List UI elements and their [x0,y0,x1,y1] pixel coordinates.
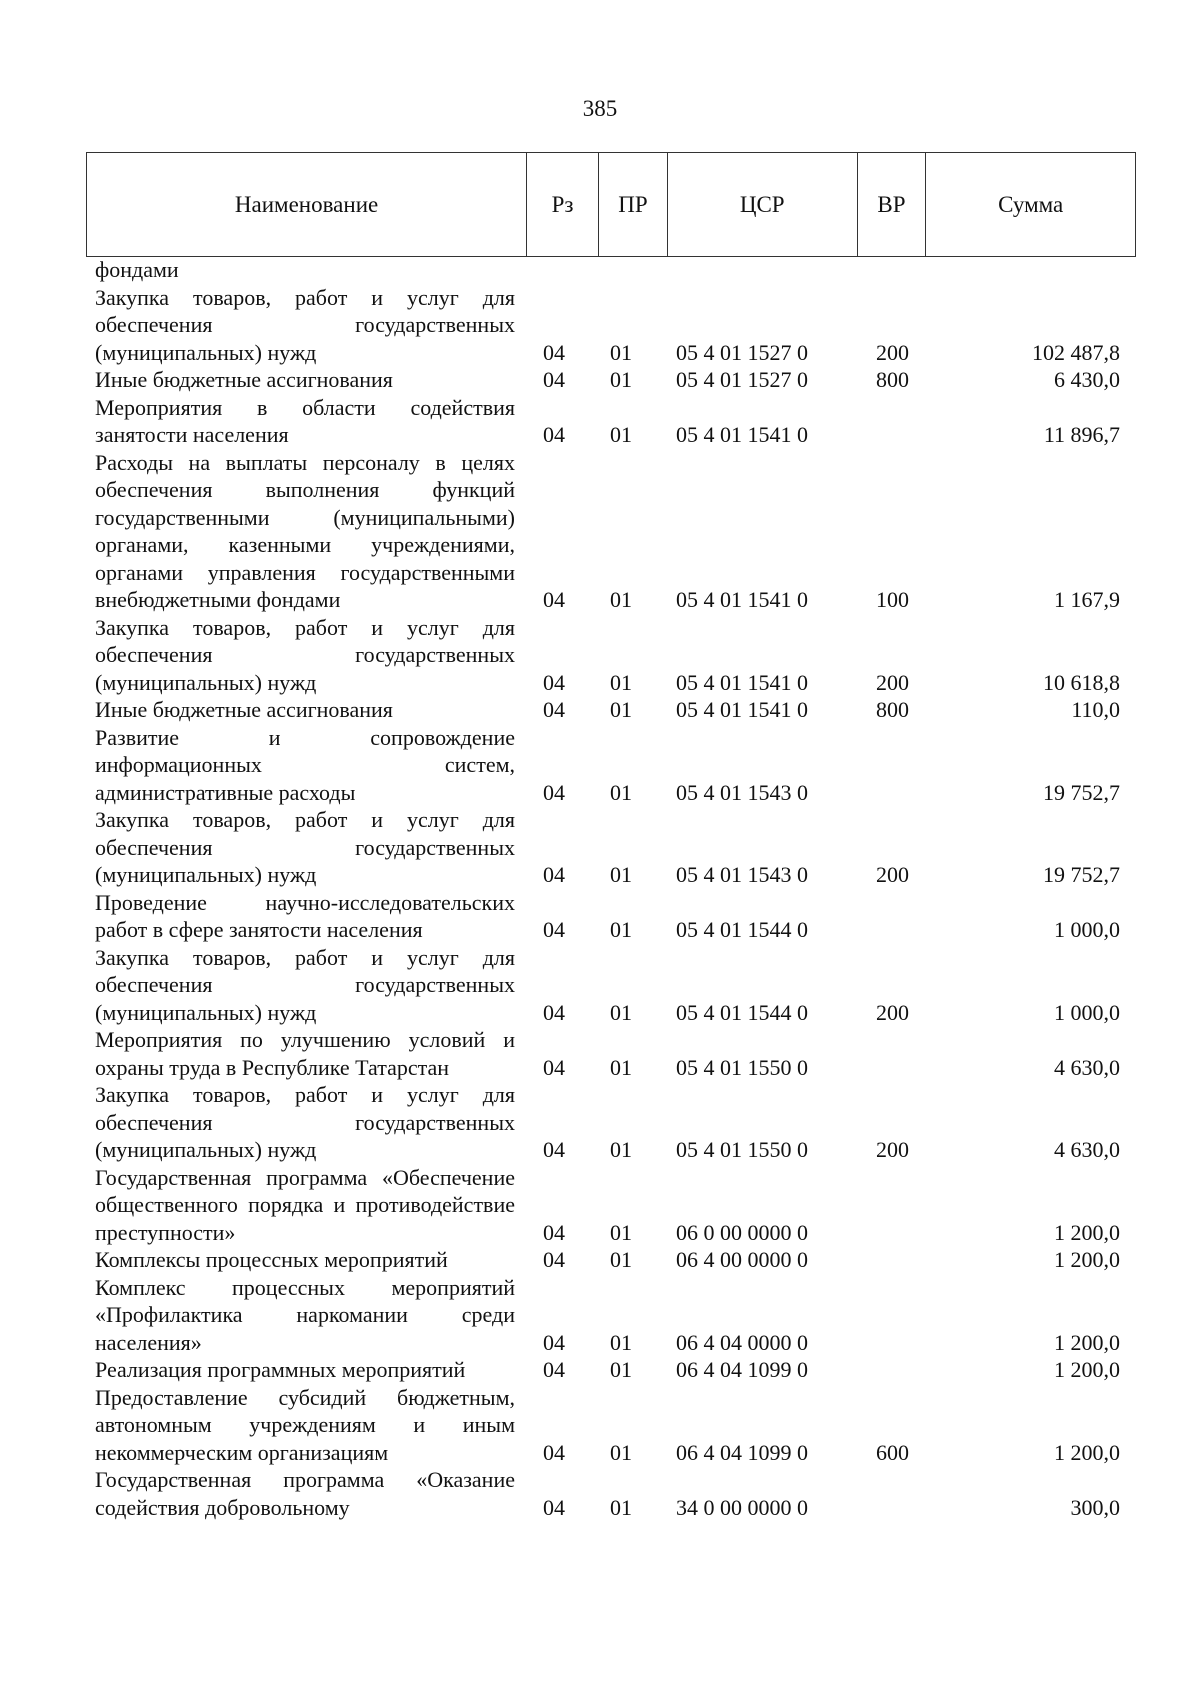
cell-name: Закупка товаров, работ и услуг для обеспечения государственных (муниципальных) нужд [95,944,515,1025]
table-header [86,152,1136,257]
cell-csr: 05 4 01 1541 0 [676,669,808,695]
cell-csr: 05 4 01 1541 0 [676,587,808,612]
cell-csr: 05 4 01 1550 0 [676,1054,808,1080]
cell-rz: 04 [543,779,565,805]
cell-pr: 01 [610,1247,632,1272]
cell-pr: 01 [610,1054,632,1080]
table-row [0,1356,1200,1384]
cell-csr: 05 4 01 1544 0 [676,917,808,942]
cell-rz: 04 [543,1494,565,1520]
table-row [0,394,1200,449]
cell-rz: 04 [543,1219,565,1245]
cell-pr: 01 [610,1137,632,1162]
cell-sum: 300,0 [1070,1494,1120,1520]
cell-name: Закупка товаров, работ и услуг для обеспечения государственных (муниципальных) нужд [95,284,515,365]
cell-pr: 01 [610,1439,632,1465]
cell-name: Развитие и сопровождение информационных систем, административные расходы [95,724,515,805]
cell-csr: 05 4 01 1550 0 [676,1137,808,1162]
cell-rz: 04 [543,1247,565,1272]
header-sum: Сумма [998,191,1064,217]
table-row [0,696,1200,724]
table-body [0,256,1200,1521]
cell-sum: 1 167,9 [1054,587,1120,612]
cell-sum: 110,0 [1071,697,1120,722]
cell-name: Государственная программа «Обеспечение общественного порядка и противодействие преступности» [95,1164,515,1245]
cell-name: Реализация программных мероприятий [95,1357,466,1382]
cell-name: Предоставление субсидий бюджетным, автономным учреждениям и иным некоммерческим организациям [95,1384,515,1465]
cell-sum: 10 618,8 [1043,669,1120,695]
page-number: 385 [582,96,618,121]
table-row [0,1081,1200,1164]
cell-rz: 04 [543,862,565,887]
cell-name: Комплекс процессных мероприятий «Профилактика наркомании среди населения» [95,1274,515,1355]
table-row [0,1246,1200,1274]
header-rz: Рз [527,153,599,256]
cell-pr: 01 [610,587,632,612]
cell-csr: 05 4 01 1543 0 [676,862,808,887]
cell-csr: 05 4 01 1541 0 [676,697,808,722]
cell-name: фондами [95,257,179,282]
cell-name: Закупка товаров, работ и услуг для обеспечения государственных (муниципальных) нужд [95,807,515,887]
table-row [0,449,1200,614]
cell-pr: 01 [610,422,632,447]
cell-name: Государственная программа «Оказание содействия добровольному [95,1467,515,1520]
cell-csr: 05 4 01 1527 0 [676,367,808,392]
cell-rz: 04 [543,422,565,447]
cell-csr: 05 4 01 1527 0 [676,339,808,365]
table-row [0,1384,1200,1467]
cell-rz: 04 [543,697,565,722]
cell-csr: 05 4 01 1544 0 [676,999,808,1025]
cell-pr: 01 [610,367,632,392]
table-row [0,724,1200,807]
cell-pr: 01 [610,1494,632,1520]
cell-sum: 1 200,0 [1054,1247,1120,1272]
cell-vr: 200 [876,999,909,1025]
cell-csr: 06 4 04 1099 0 [676,1439,808,1465]
cell-sum: 1 200,0 [1054,1329,1120,1355]
table-row [0,1274,1200,1357]
cell-rz: 04 [543,999,565,1025]
cell-pr: 01 [610,1219,632,1245]
cell-pr: 01 [610,779,632,805]
cell-sum: 11 896,7 [1043,422,1120,447]
cell-rz: 04 [543,917,565,942]
cell-csr: 06 4 04 1099 0 [676,1357,808,1382]
cell-name: Проведение научно-исследовательских работ в сфере занятости населения [95,889,515,942]
cell-sum: 4 630,0 [1054,1137,1120,1162]
cell-csr: 05 4 01 1543 0 [676,779,808,805]
cell-name: Закупка товаров, работ и услуг для обеспечения государственных (муниципальных) нужд [95,1082,515,1162]
header-csr: ЦСР [668,153,858,256]
table-row [0,806,1200,889]
cell-sum: 19 752,7 [1043,779,1120,805]
cell-name: Иные бюджетные ассигнования [95,697,393,722]
cell-vr: 800 [876,697,909,722]
cell-vr: 800 [876,367,909,392]
cell-name: Мероприятия по улучшению условий и охраны труда в Республике Татарстан [95,1027,515,1080]
cell-csr: 06 4 00 0000 0 [676,1247,808,1272]
header-name: Наименование [87,153,527,256]
cell-vr: 200 [876,862,909,887]
cell-vr: 600 [876,1439,909,1465]
cell-csr: 06 0 00 0000 0 [676,1219,808,1245]
cell-vr: 200 [876,339,909,365]
cell-name: Иные бюджетные ассигнования [95,367,393,392]
table-row [0,889,1200,944]
table-row [0,1466,1200,1521]
table-row [0,614,1200,697]
header-pr: ПР [599,153,668,256]
cell-sum: 19 752,7 [1043,862,1120,887]
cell-pr: 01 [610,1329,632,1355]
cell-sum: 1 000,0 [1054,999,1120,1025]
cell-csr: 05 4 01 1541 0 [676,422,808,447]
cell-sum: 102 487,8 [1032,339,1120,365]
cell-sum: 4 630,0 [1054,1054,1120,1080]
table-row [0,284,1200,367]
cell-pr: 01 [610,862,632,887]
cell-csr: 34 0 00 0000 0 [676,1494,808,1520]
cell-pr: 01 [610,669,632,695]
header-vr: ВР [858,153,927,256]
cell-rz: 04 [543,1054,565,1080]
cell-pr: 01 [610,917,632,942]
cell-rz: 04 [543,669,565,695]
cell-rz: 04 [543,1137,565,1162]
cell-name: Закупка товаров, работ и услуг для обеспечения государственных (муниципальных) нужд [95,614,515,695]
cell-rz: 04 [543,1329,565,1355]
cell-sum: 1 000,0 [1054,917,1120,942]
cell-name: Комплексы процессных мероприятий [95,1247,448,1272]
table-row [0,944,1200,1027]
cell-rz: 04 [543,339,565,365]
cell-vr: 200 [876,669,909,695]
cell-pr: 01 [610,999,632,1025]
cell-pr: 01 [610,697,632,722]
cell-rz: 04 [543,587,565,612]
cell-pr: 01 [610,339,632,365]
cell-rz: 04 [543,367,565,392]
table-row [0,366,1200,394]
cell-name: Расходы на выплаты персоналу в целях обеспечения выполнения функций государственными (муниципальными) органами, казенными учреждениями, органами управления государственными внебюджетными фондами [95,449,515,612]
cell-rz: 04 [543,1357,565,1382]
table-row [0,1164,1200,1247]
cell-sum: 6 430,0 [1054,367,1120,392]
cell-rz: 04 [543,1439,565,1465]
cell-sum: 1 200,0 [1054,1439,1120,1465]
cell-sum: 1 200,0 [1054,1219,1120,1245]
cell-pr: 01 [610,1357,632,1382]
cell-name: Мероприятия в области содействия занятости населения [95,394,515,447]
cell-vr: 200 [876,1137,909,1162]
table-row [0,1026,1200,1081]
table-row [0,256,1200,284]
cell-csr: 06 4 04 0000 0 [676,1329,808,1355]
cell-vr: 100 [876,587,909,612]
cell-sum: 1 200,0 [1054,1357,1120,1382]
